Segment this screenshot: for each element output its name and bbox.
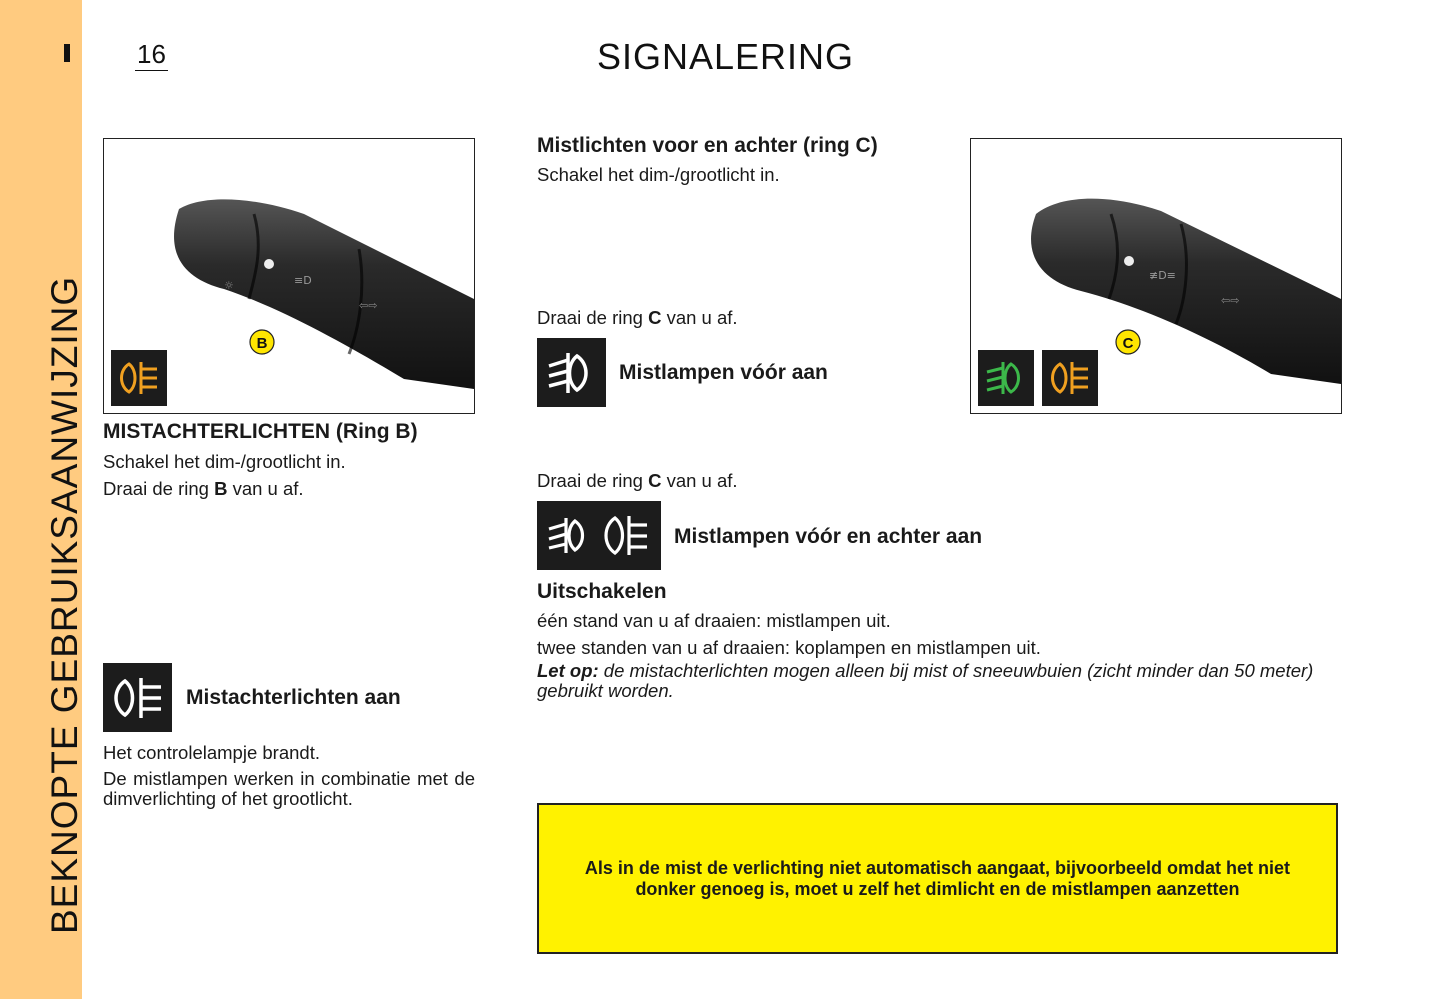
instruction-ring-c-step1: Draai de ring C van u af. [537,307,738,328]
svg-text:☼: ☼ [224,279,234,292]
status-text: Het controlelampje brandt. [103,742,320,763]
instruction-line: Schakel het dim-/grootlicht in. [103,451,346,472]
instruction-ring-c-step2: Draai de ring C van u af. [537,470,738,491]
switch-off-title: Uitschakelen [537,580,667,603]
page-heading: SIGNALERING [597,36,855,77]
front-fog-on-label: Mistlampen vóór aan [619,361,828,384]
switch-off-line2: twee standen van u af draaien: koplampen en mistlampen uit. [537,637,1041,658]
svg-text:⇦⇨: ⇦⇨ [1221,294,1240,307]
switch-off-line1: één stand van u af draaien: mistlampen uit. [537,610,891,631]
warning-box: Als in de mist de verlichting niet automatisch aangaat, bijvoorbeeld omdat het niet donker genoeg is, moet u zelf het dimlicht en de mistlampen aanzetten [537,803,1338,954]
rear-fog-lamp-icon [1042,350,1098,406]
section-title-fog-lights: Mistlichten voor en achter (ring C) [537,134,878,157]
page-number: 16 [137,39,166,69]
section-marker [64,44,70,62]
front-fog-lamp-icon [537,338,606,407]
instruction-line: Schakel het dim-/grootlicht in. [537,164,780,185]
ring-c-badge: C [1122,335,1134,352]
rear-fog-lamp-icon [103,663,172,732]
front-fog-lamp-icon [978,350,1034,406]
rear-fog-on-label: Mistachterlichten aan [186,686,401,709]
svg-text:⇦⇨: ⇦⇨ [359,299,378,312]
stalk-photo-ring-b [103,138,475,414]
front-and-rear-fog-icon [537,501,661,570]
ring-b-badge: B [256,335,268,352]
svg-text:≡D: ≡D [294,274,312,287]
sidebar-title: BEKNOPTE GEBRUIKSAANWIJZING [44,275,85,934]
stalk-photo-ring-c [970,138,1342,414]
front-rear-fog-on-label: Mistlampen vóór en achter aan [674,525,983,548]
rear-fog-lamp-icon [111,350,167,406]
description-text: De mistlampen werken in combinatie met de dimverlichting of het grootlicht. [103,768,475,809]
caution-note: Let op: de mistachterlichten mogen alleen bij mist of sneeuwbuien (zicht minder dan 50 meter) gebruikt worden. [537,660,1314,701]
section-title-rear-fog: MISTACHTERLICHTEN (Ring B) [103,420,418,443]
instruction-ring-b: Draai de ring B van u af. [103,478,304,499]
svg-text:≢D≡: ≢D≡ [1149,269,1176,282]
